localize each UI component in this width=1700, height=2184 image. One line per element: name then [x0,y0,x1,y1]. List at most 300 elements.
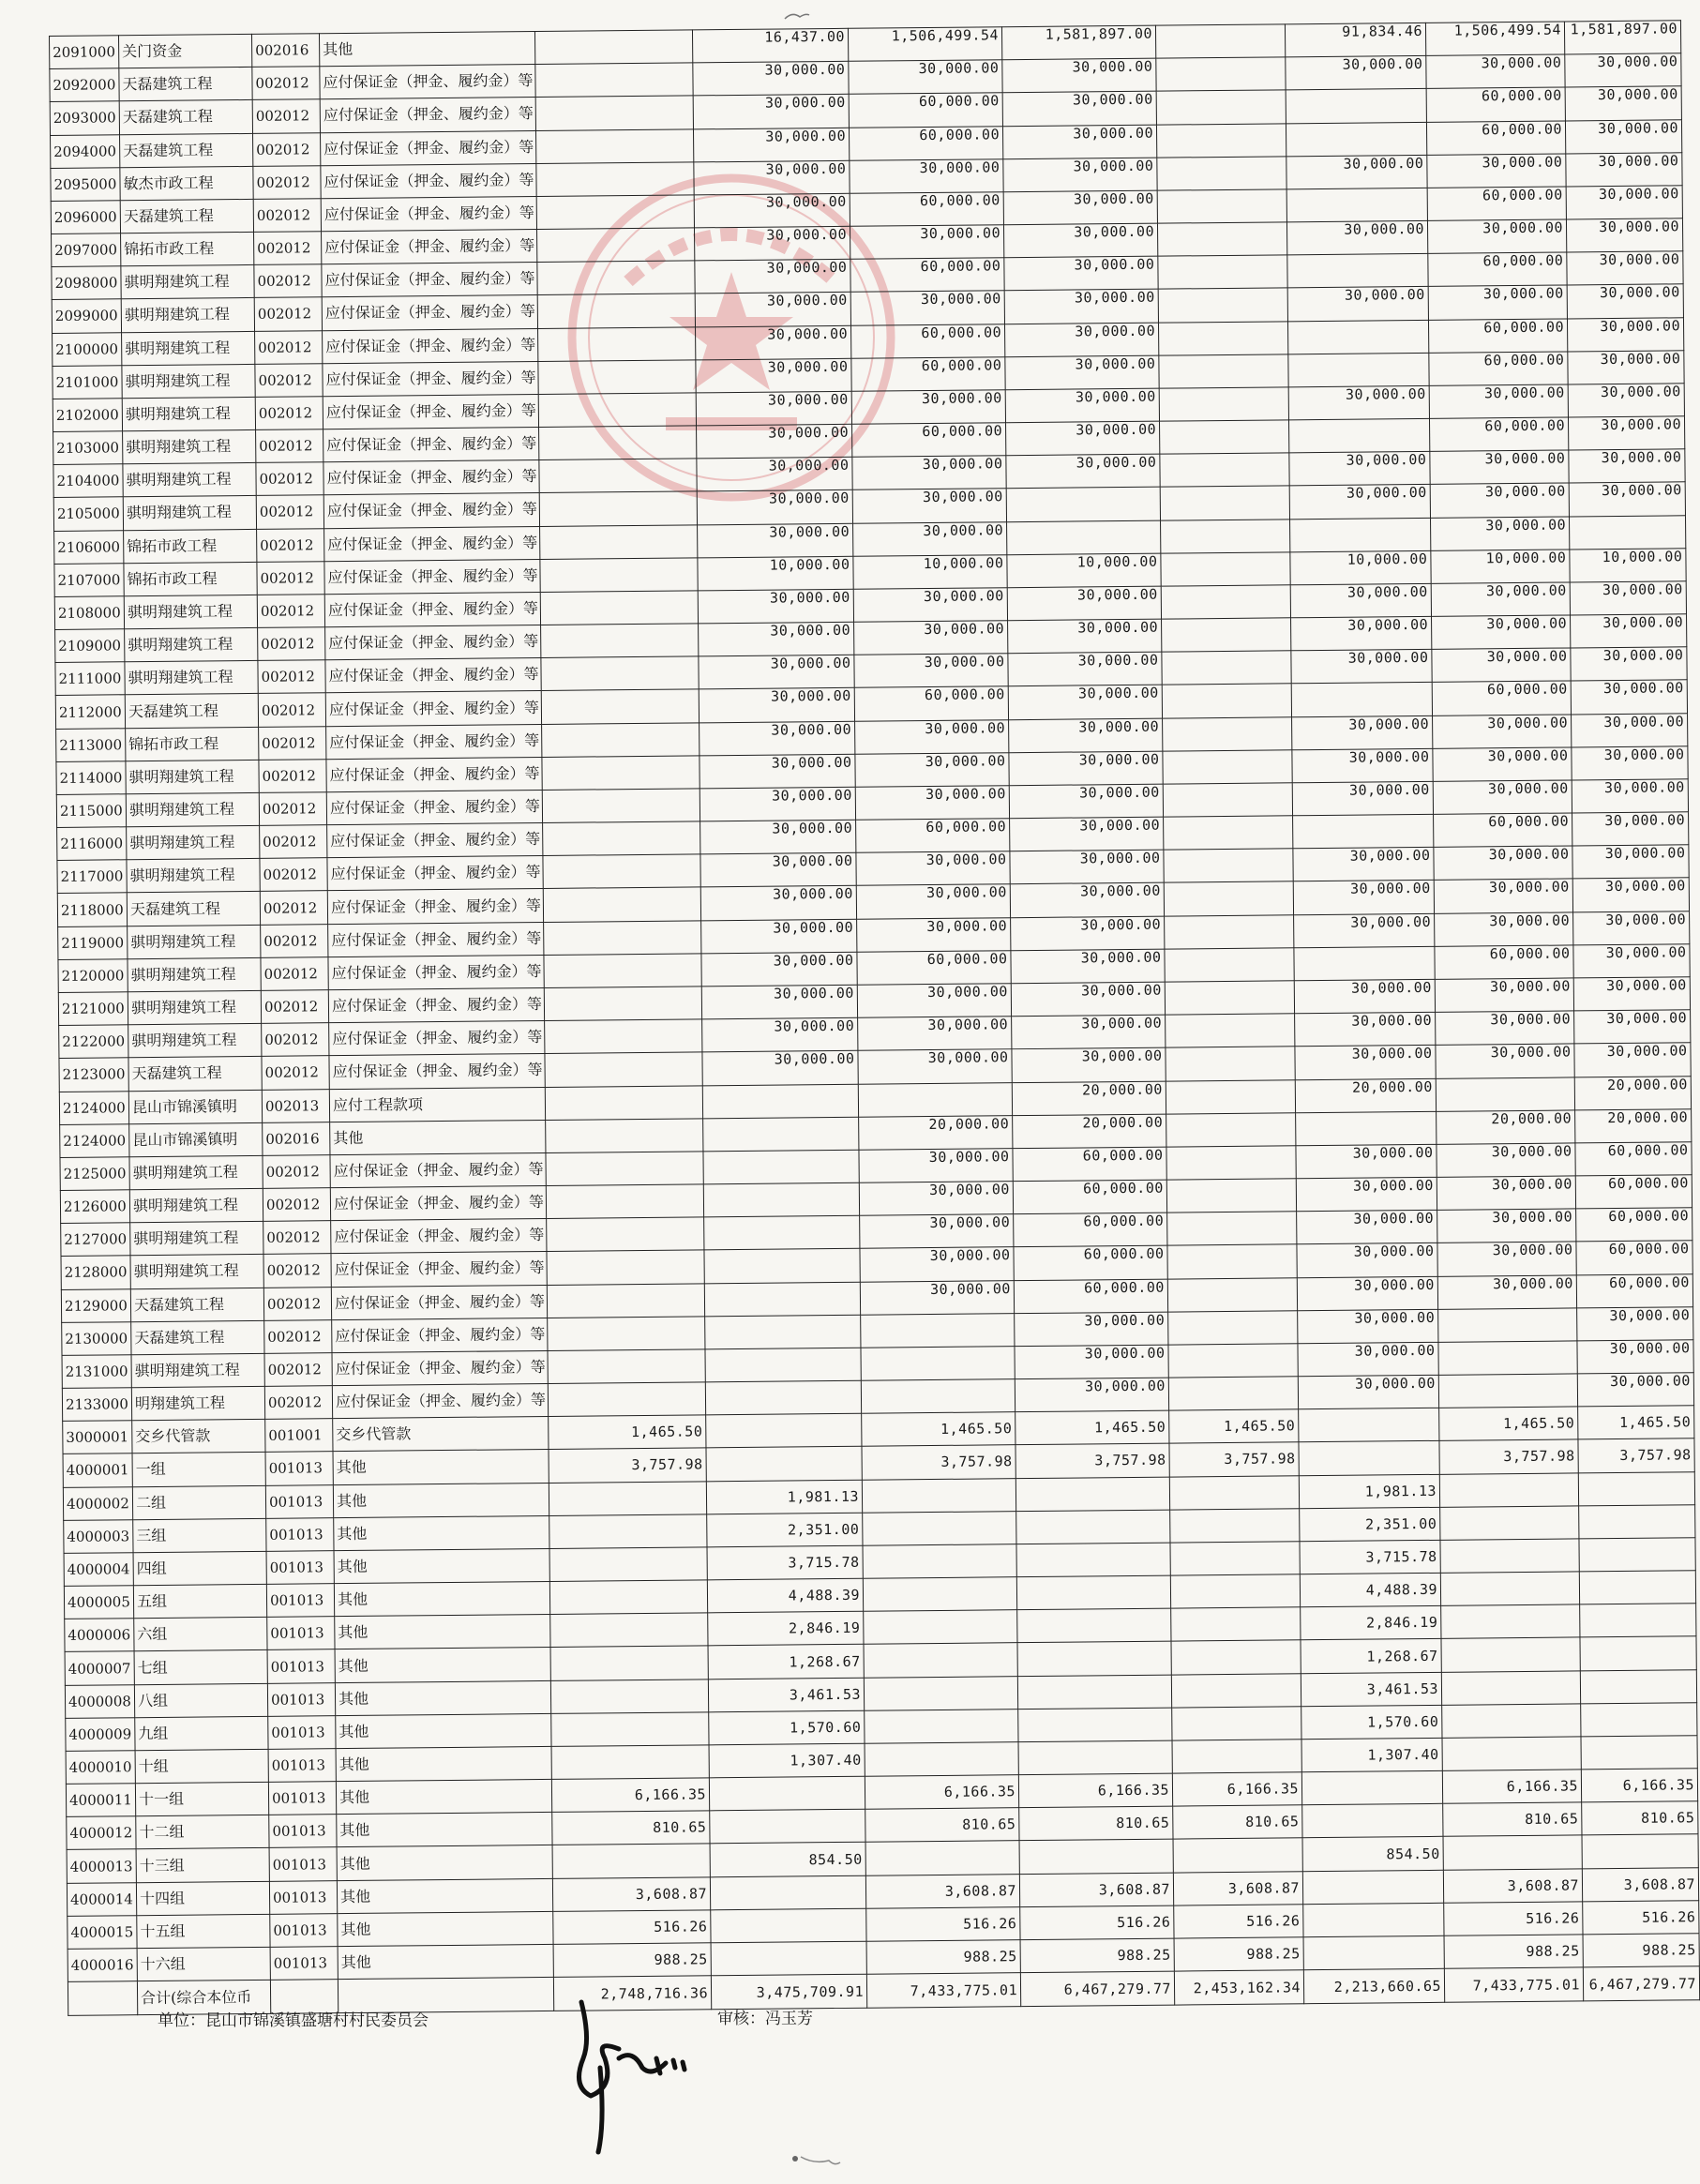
row-code: 4000013 [67,1849,136,1883]
amount-col-3: 30,000.00 [854,654,1008,688]
amount-col-1 [539,491,697,526]
amount-col-7: 30,000.00 [1432,648,1571,683]
row-account: 001013 [270,1913,338,1947]
amount-col-3: 30,000.00 [860,1214,1014,1249]
row-account: 002012 [258,660,325,694]
amount-col-7 [1438,1374,1577,1408]
amount-col-8: 30,000.00 [1572,713,1688,746]
amount-col-5 [1164,849,1293,882]
row-account: 002012 [256,495,323,529]
row-code: 2099000 [52,299,121,333]
amount-col-8: 30,000.00 [1567,251,1683,285]
row-account: 001013 [268,1782,336,1815]
total-amount-1: 2,748,716.36 [553,1976,711,2011]
row-name: 骐明翔建筑工程 [130,1255,263,1289]
row-account: 002012 [253,165,321,199]
row-account: 002012 [253,132,321,166]
amount-col-1 [538,326,696,361]
row-code: 2117000 [57,860,127,894]
amount-col-3: 30,000.00 [853,588,1007,623]
amount-col-6 [1299,1408,1439,1443]
row-type: 其他 [336,1780,551,1815]
row-code: 4000015 [68,1915,137,1949]
row-account: 002016 [263,1122,330,1155]
amount-col-7 [1436,1077,1574,1111]
amount-col-7 [1440,1506,1579,1541]
amount-col-7: 3,757.98 [1439,1439,1578,1474]
amount-col-3: 60,000.00 [856,819,1010,853]
row-account: 002012 [252,67,320,100]
amount-col-6: 30,000.00 [1286,155,1427,189]
amount-col-1 [540,558,698,593]
row-code: 4000007 [65,1651,134,1685]
amount-col-4: 20,000.00 [1012,1081,1166,1116]
row-code: 2106000 [54,530,124,564]
amount-col-4: 30,000.00 [1008,619,1162,654]
amount-col-8: 30,000.00 [1567,284,1683,318]
amount-col-7: 30,000.00 [1435,978,1573,1013]
amount-col-5: 3,608.87 [1173,1871,1302,1905]
amount-col-8: 30,000.00 [1574,1010,1691,1044]
amount-col-4: 988.25 [1020,1938,1174,1973]
row-account: 002012 [257,595,324,628]
amount-col-2 [704,1282,860,1317]
amount-col-3: 30,000.00 [851,390,1005,425]
row-type: 其他 [334,1582,549,1617]
row-type: 应付保证金（押金、履约金）等 [329,1054,545,1089]
amount-col-2 [704,1249,860,1284]
row-type: 应付保证金（押金、履约金）等 [320,65,535,99]
row-type: 应付保证金（押金、履约金）等 [326,757,542,791]
amount-col-8: 30,000.00 [1566,152,1682,186]
amount-col-8: 30,000.00 [1571,680,1687,714]
amount-col-3: 30,000.00 [857,984,1011,1018]
amount-col-5 [1166,1079,1295,1113]
amount-col-8: 10,000.00 [1570,549,1686,582]
amount-col-1 [540,524,698,559]
amount-col-4: 60,000.00 [1014,1245,1167,1280]
amount-col-2: 16,437.00 [692,28,848,63]
row-name: 十三组 [136,1848,269,1883]
amount-col-6: 30,000.00 [1291,616,1432,651]
total-amount-8: 6,467,279.77 [1583,1966,1699,2001]
amount-col-8 [1578,1471,1694,1505]
amount-col-2: 30,000.00 [701,985,857,1019]
amount-col-6: 30,000.00 [1286,220,1427,255]
amount-col-5 [1165,981,1294,1015]
amount-col-4: 30,000.00 [1010,817,1164,851]
row-name: 骐明翔建筑工程 [128,990,261,1025]
row-account: 002012 [261,956,328,990]
amount-col-5 [1163,716,1292,750]
amount-col-6: 30,000.00 [1292,748,1433,783]
amount-col-1 [550,1679,708,1713]
amount-col-4: 30,000.00 [1009,784,1163,819]
amount-col-2: 4,488.39 [707,1578,863,1613]
amount-col-7: 60,000.00 [1426,120,1565,155]
amount-col-2: 2,351.00 [707,1513,863,1547]
amount-col-3: 30,000.00 [853,521,1007,556]
amount-col-7: 1,506,499.54 [1425,22,1564,56]
amount-col-2: 30,000.00 [696,358,851,393]
row-code: 2109000 [55,629,125,663]
amount-col-4: 30,000.00 [1003,190,1157,225]
row-type: 其他 [333,1483,549,1517]
row-account: 002016 [251,34,319,68]
amount-col-7: 10,000.00 [1431,550,1570,584]
amount-col-2: 854.50 [710,1843,865,1877]
amount-col-3: 6,166.35 [865,1775,1018,1810]
amount-col-7: 60,000.00 [1435,945,1573,980]
amount-col-1 [539,459,697,493]
row-name: 天磊建筑工程 [119,68,252,102]
amount-col-6: 854.50 [1302,1837,1443,1872]
row-type: 其他 [337,1845,552,1880]
amount-col-1 [543,887,700,922]
amount-col-1: 3,608.87 [552,1876,710,1911]
row-name: 骐明翔建筑工程 [123,463,256,498]
amount-col-5 [1171,1673,1301,1707]
amount-col-8: 30,000.00 [1573,911,1690,944]
amount-col-4 [1006,488,1160,522]
amount-col-8: 20,000.00 [1574,1076,1691,1109]
amount-col-3: 30,000.00 [860,1280,1014,1315]
amount-col-1 [552,1844,710,1878]
amount-col-3 [865,1742,1018,1777]
amount-col-6 [1287,254,1428,289]
row-account: 001013 [267,1649,335,1683]
amount-col-3: 30,000.00 [850,225,1003,260]
row-type: 应付保证金（押金、履约金）等 [323,460,539,495]
amount-col-4: 30,000.00 [1003,158,1157,192]
amount-col-1: 988.25 [553,1943,711,1978]
amount-col-2: 3,715.78 [707,1545,863,1580]
amount-col-8: 3,608.87 [1582,1867,1698,1901]
amount-col-5: 3,757.98 [1169,1442,1299,1476]
amount-col-7 [1442,1704,1581,1739]
amount-col-6: 30,000.00 [1296,1177,1437,1212]
amount-col-5: 988.25 [1174,1937,1303,1971]
amount-col-5 [1162,684,1291,717]
signature-icon [563,1983,694,2161]
amount-col-2: 30,000.00 [700,787,855,821]
amount-col-7: 6,166.35 [1442,1770,1581,1804]
amount-col-2 [703,1150,859,1184]
row-type: 其他 [335,1680,550,1715]
amount-col-3: 988.25 [866,1940,1020,1975]
amount-col-2 [705,1380,861,1415]
amount-col-7: 30,000.00 [1426,54,1565,89]
amount-col-3: 1,465.50 [862,1412,1015,1447]
amount-col-4 [1015,1477,1169,1512]
row-account: 001013 [266,1584,334,1618]
amount-col-1 [540,591,698,625]
row-name: 骐明翔建筑工程 [126,760,259,794]
amount-col-6: 30,000.00 [1296,1144,1437,1179]
amount-col-6: 30,000.00 [1292,781,1433,816]
row-type: 其他 [319,32,534,67]
row-account: 002012 [263,1287,331,1320]
amount-col-6: 30,000.00 [1293,881,1434,915]
amount-col-3: 60,000.00 [849,126,1002,160]
amount-col-4 [1017,1642,1171,1677]
amount-col-7: 30,000.00 [1427,154,1566,188]
row-type: 应付保证金（押金、履约金）等 [328,922,544,956]
amount-col-6: 30,000.00 [1295,1046,1436,1080]
amount-col-8: 30,000.00 [1572,746,1688,780]
amount-col-7: 30,000.00 [1437,1242,1576,1276]
amount-col-6 [1291,683,1432,717]
amount-col-7: 60,000.00 [1432,681,1571,715]
amount-col-1 [538,393,696,428]
row-type: 应付保证金（押金、履约金）等 [322,295,537,330]
total-amount-5: 2,453,162.34 [1174,1970,1303,2005]
amount-col-2 [706,1447,862,1482]
amount-col-3 [861,1379,1015,1414]
row-name: 天磊建筑工程 [120,133,253,168]
scan-speck-icon [783,9,811,23]
row-name: 天磊建筑工程 [120,199,253,233]
row-name: 四组 [133,1551,266,1586]
amount-col-7: 30,000.00 [1433,747,1572,782]
row-type: 应付保证金（押金、履约金）等 [323,394,538,429]
amount-col-4 [1018,1708,1172,1742]
amount-col-7: 30,000.00 [1431,517,1570,551]
amount-col-1 [542,789,700,823]
amount-col-3: 30,000.00 [856,851,1010,886]
row-code: 2094000 [51,134,120,168]
row-type: 应付工程款项 [329,1087,545,1122]
amount-col-7: 30,000.00 [1436,1044,1574,1078]
amount-col-8 [1580,1669,1696,1703]
amount-col-8: 6,166.35 [1581,1769,1697,1802]
amount-col-4: 30,000.00 [1011,982,1165,1017]
amount-col-7: 30,000.00 [1437,1209,1576,1243]
amount-col-5 [1168,1344,1298,1378]
row-name: 骐明翔建筑工程 [121,298,254,333]
amount-col-2 [705,1348,861,1382]
amount-col-8: 30,000.00 [1568,384,1684,417]
amount-col-7: 988.25 [1444,1935,1583,1969]
amount-col-6: 1,570.60 [1301,1705,1442,1740]
amount-col-2: 1,307.40 [709,1743,865,1778]
row-type: 应付保证金（押金、履约金）等 [321,196,536,231]
row-code: 2124000 [59,1091,128,1124]
amount-col-5 [1160,486,1289,520]
row-account: 001013 [266,1517,334,1551]
row-type: 其他 [330,1120,546,1154]
amount-col-1 [545,1085,702,1120]
amount-col-5 [1168,1310,1298,1344]
amount-col-5 [1170,1509,1300,1543]
row-code: 2100000 [53,332,122,366]
row-type: 其他 [337,1813,552,1847]
amount-col-5: 6,166.35 [1172,1772,1301,1806]
amount-col-3: 60,000.00 [850,192,1003,227]
amount-col-2: 30,000.00 [695,260,850,294]
amount-col-8: 30,000.00 [1577,1373,1693,1407]
row-type: 应付保证金（押金、履约金）等 [324,526,540,561]
amount-col-1 [550,1646,708,1680]
amount-col-5 [1166,1146,1296,1180]
row-name: 关门资金 [119,34,252,68]
amount-col-7: 60,000.00 [1426,87,1565,122]
amount-col-2: 30,000.00 [699,688,854,723]
total-spacer [68,1981,137,2016]
row-code: 2091000 [50,36,119,69]
row-account: 002013 [262,1089,329,1122]
amount-col-3: 60,000.00 [851,324,1005,358]
row-account: 002012 [254,264,322,298]
row-name: 骐明翔建筑工程 [122,331,255,366]
amount-col-6 [1296,1111,1437,1146]
amount-col-4: 30,000.00 [1006,454,1160,489]
total-amount-6: 2,213,660.65 [1303,1968,1444,2003]
row-name: 二组 [132,1485,265,1520]
row-name: 锦拓市政工程 [121,232,254,266]
row-name: 三组 [133,1518,266,1553]
amount-col-7: 60,000.00 [1429,352,1568,386]
amount-col-1 [537,261,695,295]
amount-col-4: 1,581,897.00 [1001,25,1155,60]
amount-col-7: 30,000.00 [1429,384,1568,419]
amount-col-5 [1157,222,1286,256]
amount-col-3: 30,000.00 [850,158,1003,193]
amount-col-5 [1161,519,1290,552]
amount-col-6 [1302,1804,1443,1839]
row-name: 骐明翔建筑工程 [123,496,256,531]
amount-col-5 [1169,1475,1299,1509]
amount-col-3: 3,608.87 [865,1874,1019,1908]
amount-col-5 [1158,255,1287,289]
amount-col-2: 30,000.00 [696,325,851,360]
row-code: 4000016 [68,1949,137,1982]
amount-col-4: 30,000.00 [1006,421,1160,456]
amount-col-1 [536,195,694,230]
amount-col-4: 30,000.00 [1002,125,1156,159]
amount-col-8: 30,000.00 [1565,53,1681,87]
row-code: 2113000 [56,728,126,761]
amount-col-6: 30,000.00 [1297,1276,1437,1311]
amount-col-7: 30,000.00 [1436,1011,1574,1046]
amount-col-3 [858,1082,1012,1117]
amount-col-5 [1160,453,1289,487]
amount-col-1 [547,1283,704,1318]
row-name: 骐明翔建筑工程 [122,364,255,399]
amount-col-2 [710,1810,865,1845]
amount-col-4: 30,000.00 [1015,1378,1168,1412]
amount-col-7: 30,000.00 [1432,615,1571,650]
amount-col-1 [534,30,692,65]
amount-col-2: 30,000.00 [697,490,852,525]
amount-col-4 [1017,1608,1171,1643]
amount-col-6 [1286,122,1426,157]
row-code: 2116000 [57,827,127,861]
row-account: 002012 [254,297,322,331]
amount-col-5 [1159,387,1288,421]
amount-col-6 [1294,946,1435,981]
amount-col-5 [1163,783,1292,817]
row-code: 2101000 [53,365,122,399]
amount-col-1 [549,1547,707,1582]
amount-col-7: 30,000.00 [1428,285,1567,320]
row-code: 2111000 [55,662,125,696]
amount-col-8 [1581,1702,1697,1736]
row-code: 2125000 [60,1157,129,1191]
amount-col-8: 30,000.00 [1573,944,1690,978]
row-type: 应付保证金（押金、履约金）等 [325,691,541,726]
row-name: 十一组 [135,1782,268,1816]
amount-col-5 [1155,24,1285,58]
amount-col-8: 60,000.00 [1576,1241,1692,1274]
amount-col-8 [1581,1736,1697,1770]
amount-col-2 [710,1875,865,1910]
amount-col-7: 30,000.00 [1435,912,1573,947]
row-name: 天磊建筑工程 [130,1288,263,1322]
amount-col-6: 30,000.00 [1293,848,1434,882]
row-name: 骐明翔建筑工程 [129,1155,263,1190]
amount-col-6: 30,000.00 [1297,1211,1437,1245]
amount-col-1 [546,1119,703,1153]
row-type: 应付保证金（押金、履约金）等 [330,1185,546,1220]
row-code: 2129000 [61,1288,130,1322]
amount-col-1 [535,96,693,130]
row-account: 002012 [261,924,328,957]
amount-col-2: 30,000.00 [696,391,851,426]
amount-col-6: 30,000.00 [1292,715,1433,750]
amount-col-3: 810.65 [865,1808,1019,1843]
row-name: 骐明翔建筑工程 [130,1222,263,1257]
row-code: 4000004 [64,1553,133,1587]
amount-col-7: 60,000.00 [1428,319,1567,354]
row-code: 2115000 [56,794,126,828]
amount-col-2 [702,1084,858,1119]
row-name: 骐明翔建筑工程 [121,265,254,300]
row-account: 002012 [263,1155,330,1189]
row-type: 应付保证金（押金、履约金）等 [325,625,541,660]
amount-col-2: 3,461.53 [708,1678,864,1712]
row-type: 应付保证金（押金、履约金）等 [332,1318,548,1352]
amount-col-4 [1016,1575,1170,1610]
row-code: 2121000 [58,992,128,1026]
amount-col-4 [1016,1543,1170,1577]
amount-col-2: 30,000.00 [702,1051,858,1086]
amount-col-6: 1,268.67 [1301,1639,1441,1674]
row-code: 4000011 [66,1784,135,1817]
amount-col-8: 60,000.00 [1575,1142,1692,1176]
total-amount-7: 7,433,775.01 [1444,1967,1583,2002]
amount-col-2: 30,000.00 [693,61,849,96]
amount-col-6: 30,000.00 [1286,56,1426,91]
row-account: 002012 [262,1056,329,1090]
amount-col-8: 60,000.00 [1576,1273,1692,1307]
amount-col-3 [865,1709,1018,1743]
amount-col-1 [537,294,695,328]
amount-col-4: 60,000.00 [1014,1212,1167,1247]
row-name: 骐明翔建筑工程 [122,397,255,431]
row-account: 002012 [258,627,325,661]
amount-col-6: 30,000.00 [1297,1243,1437,1278]
amount-col-4: 30,000.00 [1004,323,1158,357]
row-account: 001001 [265,1419,333,1453]
row-code: 4000003 [64,1519,133,1553]
amount-col-5 [1162,651,1291,685]
amount-col-8: 3,757.98 [1578,1438,1694,1472]
amount-col-1 [541,656,699,691]
amount-col-8: 60,000.00 [1575,1175,1692,1209]
row-type: 其他 [335,1615,550,1649]
amount-col-7 [1440,1539,1579,1574]
